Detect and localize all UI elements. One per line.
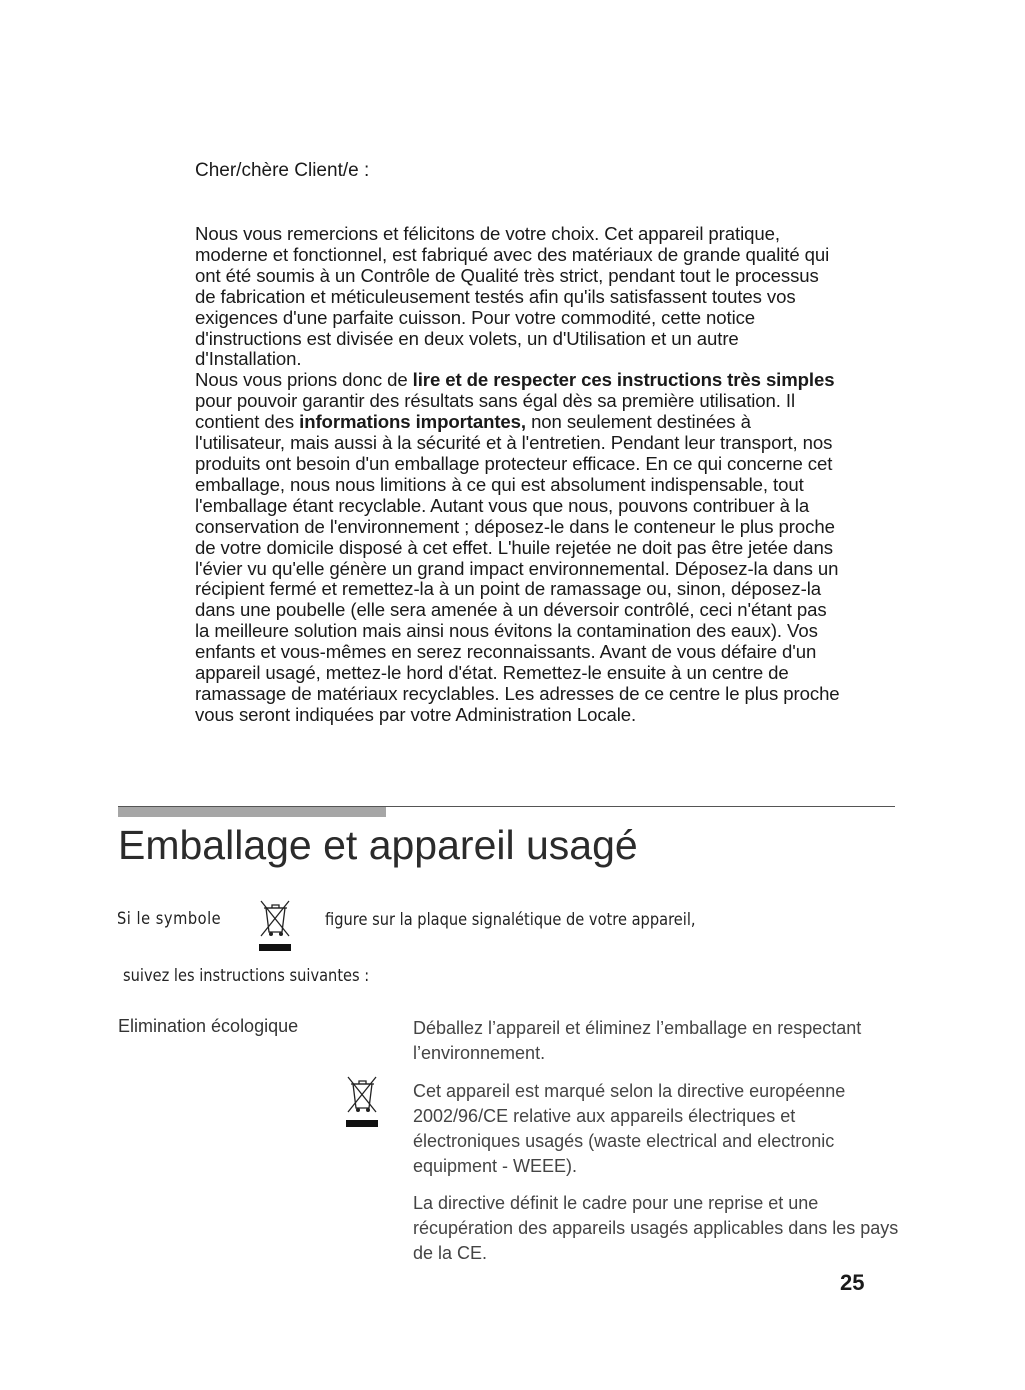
weee-bin-icon-2 [343,1072,381,1130]
intro-paragraph-1: Nous vous remercions et félicitons de votre choix. Cet appareil pratique, moderne et fonctionnel, est fabriqué avec des matériaux de grande qualité qui ont été soumis à un Contrôle de Qualité très strict, pendant tout le processus de fabrication et méticuleusement testés afin qu'ils satisfassent toutes vos exigences d'une parfaite cuisson. Pour votre commodité, cette notice d'instructions est divisée en deux volets, un d'Utilisation et un autre d'Installation. [195,223,830,370]
intro-paragraph-2 [195,370,840,725]
paragraph-unpack: Déballez l’appareil et éliminez l’emballage en respectant l’environnement. [413,1018,862,1063]
condition-prefix: Si le symbole [117,909,222,929]
paragraph-directive: La directive définit le cadre pour une reprise et une récupération des appareils usagés applicables dans les pays de la CE. [413,1193,899,1263]
intro-p2-text-c: non seulement destinées à l'utilisateur, mais aussi à la sécurité et à l'entretien. Pendant leur transport, nos produits ont besoin d'un emballage protecteur efficace. En ce qui concerne cet emballage, nous nous limitions à ce qui est absolument indispensable, tout l'emballage étant recyclable. Autant vous que nous, pouvons contribuer à la conservation de l'environnement ; déposez-le dans le conteneur le plus proche de votre domicile disposé à cet effet. L'huile rejetée ne doit pas être jetée dans l'évier vu qu'elle génère un grand impact environnemental. Déposez-la dans un récipient fermé et remettez-la à un point de ramassage ou, sinon, déposez-la dans une poubelle (elle sera amenée à un déversoir contrôlé, ceci n'étant pas la meilleure solution mais ainsi nous évitons la contamination des eaux). Vos enfants et vous-mêmes en serez reconnaissants. Avant de vous défaire d'un appareil usagé, mettez-le hord d'état. Remettez-le ensuite à un centre de ramassage de matériaux recyclables. Les adresses de ce centre le plus proche vous seront indiquées par votre Administration Locale. [195,411,840,725]
intro-text [195,224,840,726]
intro-p2-text-a: Nous vous prions donc de [195,369,413,391]
greeting: Cher/chère Client/e : [195,160,370,181]
condition-suffix: figure sur la plaque signalétique de votre appareil, [325,910,696,930]
side-label: Elimination écologique [118,1016,299,1036]
paragraph-weee: Cet appareil est marqué selon la directive européenne 2002/96/CE relative aux appareils électriques et électroniques usagés (waste electrical and electronic equipment - WEEE). [413,1081,846,1176]
weee-bin-icon [256,896,294,954]
section-divider-accent [118,807,386,817]
intro-p2-text-b: pour pouvoir garantir des résultats sans égal dès sa première utilisation. Il contient des [195,390,796,433]
intro-p2-bold-a: lire et de respecter ces instructions très simples [412,369,835,391]
page-number: 25 [840,1270,865,1295]
section-title: Emballage et appareil usagé [118,822,638,868]
condition-line-2: suivez les instructions suivantes : [123,966,370,986]
intro-p2-bold-b: informations importantes, [299,411,526,433]
